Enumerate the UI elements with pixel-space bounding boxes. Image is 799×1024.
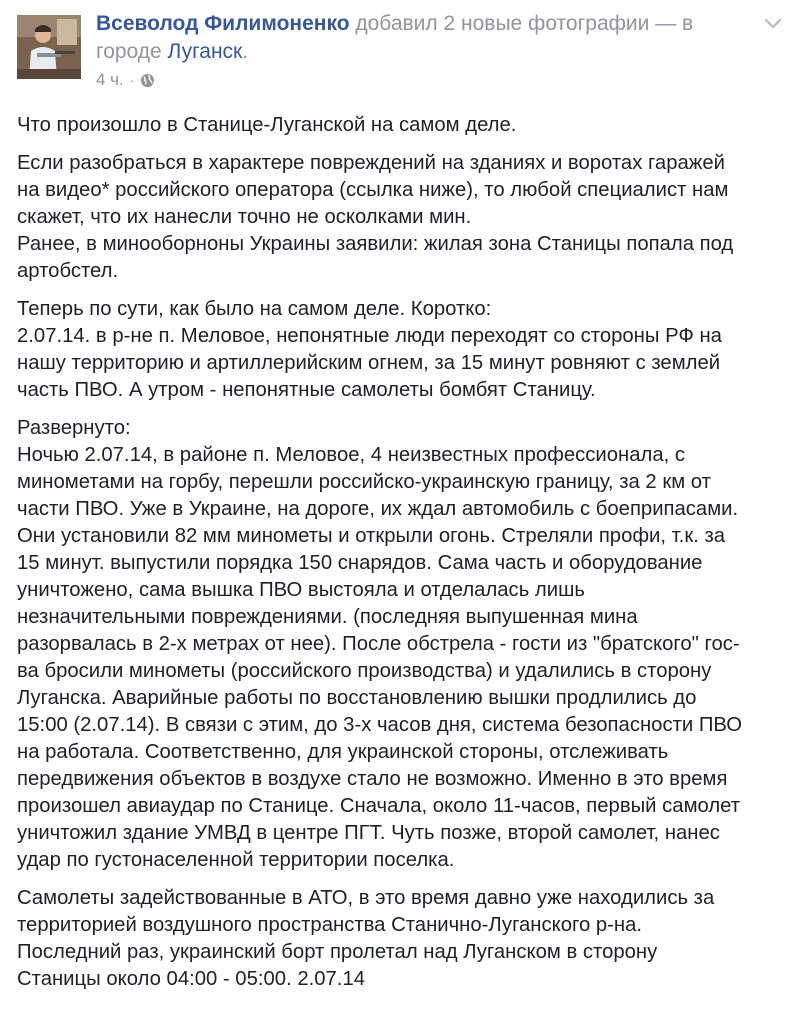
text-line: на видео* российского оператора (ссылка ниже), то любой специалист нам (17, 179, 729, 201)
text-line: Ночью 2.07.14, в районе п. Меловое, 4 неизвестных профессионала, с (17, 444, 686, 466)
post-paragraph (17, 150, 787, 285)
text-line: незначительными повреждениями. (последняя выпушенная мина (17, 606, 638, 628)
text-line: Развернуто: (17, 417, 131, 439)
post-headline (96, 10, 736, 66)
post-meta (96, 70, 155, 90)
text-line: Самолеты задействованные в АТО, в это время давно уже находились за (17, 887, 715, 909)
meta-separator: · (129, 72, 135, 88)
text-line: 2.07.14. в р-не п. Меловое, непонятные люди переходят со стороны РФ на (17, 325, 722, 347)
text-line: уничтожено, сама вышка ПВО выстояла и отделалась лишь (17, 579, 585, 601)
text-line: Если разобраться в характере повреждений на зданиях и воротах гаражей (17, 152, 725, 174)
text-line: территорией воздушного пространства Станично-Луганского р-на. (17, 914, 643, 936)
post-paragraph (17, 112, 787, 139)
text-line: передвижения объектов в воздухе стало не возможно. Именно в это время (17, 768, 728, 790)
text-line: Они установили 82 мм минометы и открыли огонь. Стреляли профи, т.к. за (17, 525, 726, 547)
text-line: на работала. Соответственно, для украинской стороны, отслеживать (17, 741, 669, 763)
text-line: часть ПВО. А утром - непонятные самолеты бомбят Станицу. (17, 379, 596, 401)
post-paragraph (17, 296, 787, 404)
post-paragraph (17, 415, 787, 874)
text-line: Что произошло в Станице-Луганской на самом деле. (17, 114, 517, 136)
text-line: Станицы около 04:00 - 05:00. 2.07.14 (17, 968, 365, 990)
text-line: Луганска. Аварийные работы по восстановлению вышки продлились до (17, 687, 697, 709)
chevron-down-icon[interactable] (761, 12, 785, 36)
author-name[interactable]: Всеволод Филимоненко (96, 12, 350, 35)
location-link[interactable]: Луганск (167, 40, 243, 63)
post-paragraph (17, 885, 787, 993)
text-line: произошел авиаудар по Станице. Сначала, около 11-часов, первый самолет (17, 795, 741, 817)
text-line: Последний раз, украинский борт пролетал над Луганском в сторону (17, 941, 658, 963)
text-line: части ПВО. Уже в Украине, на дороге, их ждал автомобиль с боеприпасами. (17, 498, 739, 520)
text-line: нашу территорию и артиллерийским огнем, за 15 минут ровняют с землей (17, 352, 721, 374)
globe-icon[interactable] (140, 73, 155, 88)
text-line: скажет, что их нанесли точно не осколками мин. (17, 206, 472, 228)
text-line: 15:00 (2.07.14). В связи с этим, до 3-х часов дня, система безопасности ПВО (17, 714, 743, 736)
text-line: Теперь по сути, как было на самом деле. Коротко: (17, 298, 492, 320)
text-line: разорвалась в 2-х метрах от нее). После обстрела - гости из "братского" гос- (17, 633, 740, 655)
text-line: артобстел. (17, 260, 119, 282)
text-line: Ранее, в минооборноны Украины заявили: жилая зона Станицы попала под (17, 233, 734, 255)
post-header (0, 0, 799, 100)
location-suffix: . (242, 40, 249, 63)
text-line: 15 минут. выпустили порядка 150 снарядов. Сама часть и оборудование (17, 552, 703, 574)
text-line: ва бросили минометы (российского производства) и удалились в сторону (17, 660, 712, 682)
post-body (17, 112, 787, 1004)
avatar[interactable] (17, 15, 81, 79)
text-line: удар по густонаселенной территории поселка. (17, 849, 455, 871)
post-action: добавил 2 новые фотографии — в городе (96, 12, 694, 63)
text-line: минометами на горбу, перешли российско-украинскую границу, за 2 км от (17, 471, 711, 493)
post-timestamp[interactable]: 4 ч. (96, 70, 124, 89)
text-line: уничтожил здание УМВД в центре ПГТ. Чуть позже, второй самолет, нанес (17, 822, 720, 844)
